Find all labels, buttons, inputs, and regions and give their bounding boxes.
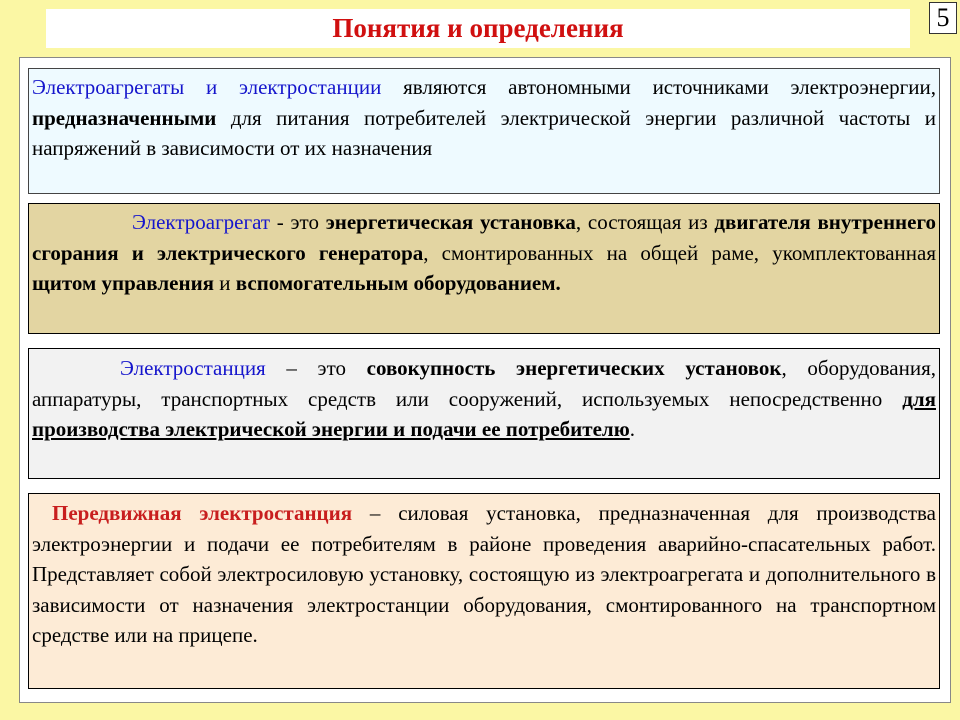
definition-box-power-unit (28, 203, 940, 334)
definition-text: - это (270, 210, 326, 234)
definition-box-power-station (28, 348, 940, 479)
definition-text: для питания потребителей электрической энергии различной частоты и напряжений в зависимости от их назначения (32, 105, 936, 160)
definition-text: и (214, 271, 236, 295)
term-power-unit: Электроагрегат (132, 210, 271, 234)
definition-text: – силовая установка, предназначенная для производства электроэнергии и подачи ее потребителям в районе проведения аварийно-спасательных работ. Представляет собой электросиловую установку, состоящую из электроагрегата и дополнительного в зависимости от назначения электростанции оборудования, смонтированного на транспортном средстве или на прицепе. (32, 501, 936, 647)
term-units-and-stations: Электроагрегаты и электростанции (32, 75, 382, 99)
definition-box-units-and-stations (28, 68, 940, 194)
definition-text: – это (265, 356, 367, 380)
definition-text: являются автономными источниками электроэнергии, (381, 75, 937, 99)
emphasis-text: для производства электрической энергии и подачи ее потребителю (32, 386, 936, 441)
emphasis-text: вспомогательным оборудованием. (235, 271, 561, 295)
definition-box-mobile-station (28, 493, 940, 689)
page-number: 5 (929, 2, 957, 34)
term-mobile-station: Передвижная электростанция (52, 501, 353, 525)
title-bar (46, 9, 910, 48)
page-title: Понятия и определения (332, 13, 624, 43)
emphasis-text: двигателя внутреннего сгорания и электрического генератора (32, 210, 936, 265)
definition-text: , состоящая из (575, 210, 715, 234)
emphasis-text: энергетическая установка (325, 210, 576, 234)
definition-text: , смонтированных на общей раме, укомплектованная (423, 240, 936, 265)
emphasis-text: совокупность энергетических установок (366, 356, 782, 380)
emphasis-text: щитом управления (32, 271, 215, 295)
definition-text: , оборудования, аппаратуры, транспортных средств или сооружений, используемых непосредственно (32, 356, 936, 411)
definition-text: . (629, 417, 636, 441)
term-power-station: Электростанция (120, 356, 266, 380)
emphasis-text: предназначенными (32, 105, 217, 130)
